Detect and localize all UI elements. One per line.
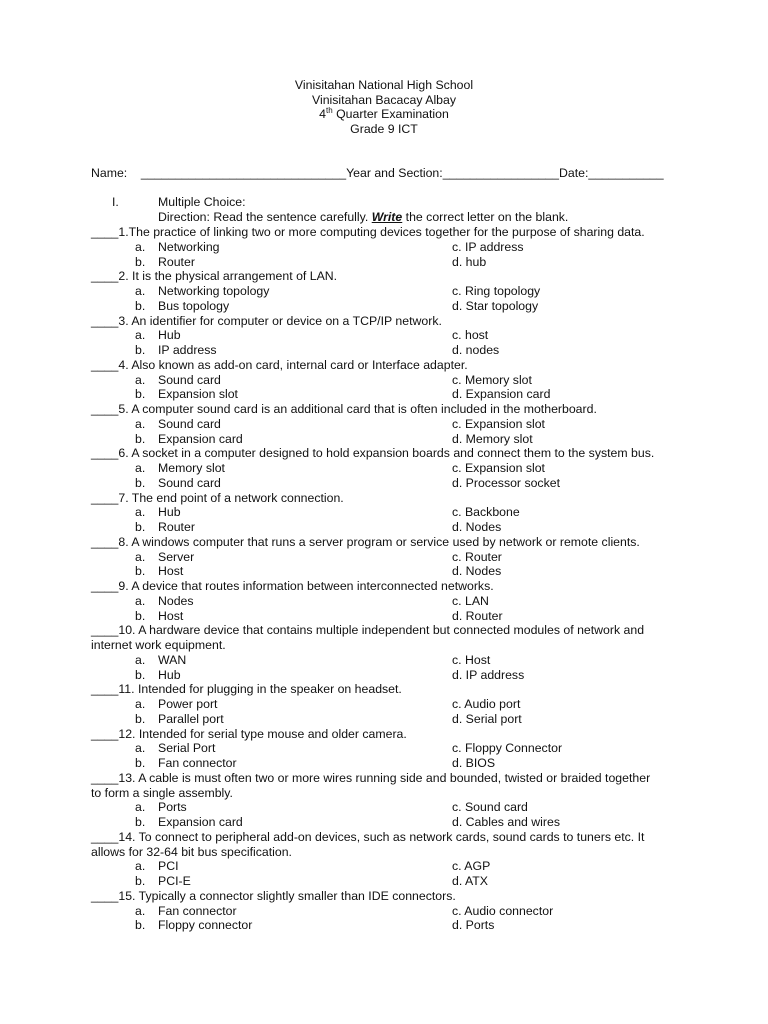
option-letter: b. [135,815,146,829]
options-row [91,904,681,919]
option-text: Host [158,608,184,623]
question-text: ____15. Typically a connector slightly smaller than IDE connectors. [91,888,456,903]
direction-text-start: Direction: Read the sentence carefully. [158,210,372,224]
option-text: PCI-E [158,874,191,888]
question-text: ____8. A windows computer that runs a server program or service used by network or remote clients. [91,534,640,549]
option-c: c. LAN [452,593,489,608]
option-c: c. Audio port [452,697,521,711]
option-text: Sound card [158,475,221,490]
exam-quarter-number: 4 [319,107,326,121]
option-d: d. Cables and wires [452,815,560,829]
option-letter: b. [135,564,146,579]
options-row [91,594,681,609]
option-d: d. Star topology [452,298,539,313]
option-b [135,815,243,830]
option-a [135,417,221,432]
options-row [91,918,681,933]
option-d: d. BIOS [452,756,496,770]
option-text: Server [158,549,195,564]
option-letter: a. [135,328,146,343]
option-b [135,343,217,358]
name-blank[interactable]: ______________________________ [140,166,347,180]
question-item [91,314,681,358]
option-text: Hub [158,328,181,343]
option-b [135,432,243,447]
question-text: ____11. Intended for plugging in the speaker on headset. [91,682,402,697]
option-text: Parallel port [158,711,224,726]
options-row [91,432,681,447]
options-row [91,741,681,756]
date-blank[interactable]: ___________ [588,166,664,180]
option-text: Bus topology [158,298,230,313]
exam-title-rest: Quarter Examination [332,107,449,121]
question-item [91,579,681,623]
option-text: Hub [158,505,181,520]
option-c: c. IP address [452,239,524,254]
option-text: Expansion card [158,815,243,829]
question-list [91,225,681,933]
option-a [135,373,221,388]
options-row [91,328,681,343]
question-text: ____4. Also known as add-on card, internal card or Interface adapter. [91,357,468,372]
option-text: Host [158,564,184,579]
option-b [135,299,229,314]
section-title: Multiple Choice: [158,195,246,209]
option-c: c. AGP [452,859,491,874]
option-d: d. hub [452,254,487,269]
option-letter: b. [135,431,146,446]
option-letter: a. [135,859,146,874]
option-d: d. ATX [452,874,488,888]
question-text: ____6. A socket in a computer designed to hold expansion boards and connect them to the system bus. [91,446,655,461]
option-letter: b. [135,520,146,534]
option-letter: b. [135,387,146,402]
option-b [135,387,238,402]
option-d: d. nodes [452,343,500,357]
options-row [91,284,681,299]
options-row [91,756,681,771]
option-text: Power port [158,697,218,711]
option-a [135,904,237,919]
option-a [135,505,181,520]
option-letter: a. [135,372,146,387]
question-text: ____2. It is the physical arrangement of LAN. [91,269,338,284]
name-label: Name: [91,166,128,180]
question-text: ____12. Intended for serial type mouse and older camera. [91,726,407,741]
direction-text-end: the correct letter on the blank. [402,210,569,224]
option-d: d. Expansion card [452,387,551,402]
option-d: d. IP address [452,667,525,682]
option-letter: b. [135,667,146,682]
question-item [91,535,681,579]
options-row [91,874,681,889]
option-b [135,609,183,624]
option-a [135,594,194,609]
options-row [91,712,681,727]
options-row [91,800,681,815]
option-d: d. Ports [452,918,495,933]
option-text: Expansion slot [158,387,238,402]
option-b [135,255,195,270]
option-letter: a. [135,903,146,918]
year-section-label: Year and Section: [346,166,443,180]
question-item [91,771,681,830]
option-a [135,697,217,712]
question-item [91,491,681,535]
options-row [91,476,681,491]
option-text: Fan connector [158,756,237,770]
option-letter: a. [135,593,146,608]
question-item [91,727,681,771]
option-d: d. Processor socket [452,475,560,490]
option-text: Floppy connector [158,918,253,933]
option-b [135,918,252,933]
option-text: Networking topology [158,284,270,298]
question-item [91,446,681,490]
option-letter: a. [135,800,146,815]
option-d: d. Nodes [452,520,502,534]
option-b [135,520,195,535]
option-c: c. Floppy Connector [452,741,563,756]
options-row [91,859,681,874]
option-letter: a. [135,505,146,520]
question-text: ____1.The practice of linking two or more computing devices together for the purpose of sharing data. [91,225,645,239]
option-a [135,461,225,476]
option-c: c. Expansion slot [452,416,545,431]
section-heading [112,195,245,210]
options-row [91,417,681,432]
question-item [91,269,681,313]
option-text: PCI [158,859,179,874]
option-text: Nodes [158,593,194,608]
option-a [135,550,194,565]
option-c: c. Host [452,652,491,667]
question-text: ____13. A cable is must often two or more wires running side and bounded, twisted or braided together [91,770,651,785]
options-row [91,520,681,535]
options-row [91,815,681,830]
option-a [135,240,220,255]
option-b [135,476,221,491]
options-row [91,461,681,476]
option-c: c. Memory slot [452,372,532,387]
option-b [135,756,237,771]
option-c: c. Audio connector [452,903,554,918]
question-text: ____10. A hardware device that contains multiple independent but connected modules of network and [91,623,645,638]
option-text: Router [158,520,195,534]
option-text: WAN [158,652,187,667]
question-item [91,889,681,933]
question-text: ____14. To connect to peripheral add-on devices, such as network cards, sound cards to tuners etc. It [91,829,645,844]
option-letter: a. [135,461,146,475]
option-letter: a. [135,697,146,711]
question-item [91,830,681,889]
option-d: d. Router [452,608,503,623]
option-a [135,653,186,668]
question-text-continued: allows for 32-64 bit bus specification. [91,844,292,859]
option-d: d. Serial port [452,711,522,726]
option-b [135,668,181,683]
option-b [135,874,191,889]
option-a [135,328,181,343]
option-c: c. Backbone [452,505,520,520]
option-text: Networking [158,239,220,254]
exam-title [0,107,768,122]
exam-header [0,78,768,136]
option-text: Memory slot [158,461,225,475]
options-row [91,373,681,388]
option-letter: a. [135,416,146,431]
option-a [135,859,179,874]
option-letter: b. [135,608,146,623]
option-text: Ports [158,800,187,815]
option-c: c. Router [452,549,502,564]
option-a [135,741,215,756]
option-b [135,712,224,727]
option-d: d. Memory slot [452,431,533,446]
grade-subject: Grade 9 ICT [350,121,418,136]
option-c: c. Expansion slot [452,461,545,475]
option-text: Serial Port [158,741,216,756]
options-row [91,505,681,520]
options-row [91,653,681,668]
options-row [91,343,681,358]
student-info-line [91,166,691,181]
section-direction [158,210,568,225]
question-item [91,623,681,682]
option-text: IP address [158,343,217,357]
option-letter: b. [135,874,146,888]
option-text: Router [158,254,195,269]
option-letter: b. [135,343,146,357]
options-row [91,240,681,255]
option-text: Fan connector [158,903,237,918]
question-item [91,682,681,726]
options-row [91,387,681,402]
option-c: c. Ring topology [452,284,541,298]
school-name: Vinisitahan National High School [294,78,474,92]
direction-emphasis: Write [371,210,403,224]
option-text: Expansion card [158,431,243,446]
option-letter: a. [135,741,146,756]
question-item [91,402,681,446]
options-row [91,550,681,565]
option-letter: a. [135,284,146,298]
options-row [91,255,681,270]
question-text: ____7. The end point of a network connection. [91,490,344,505]
option-a [135,284,269,299]
question-text-continued: to form a single assembly. [91,785,233,800]
option-d: d. Nodes [452,564,502,579]
question-text: ____9. A device that routes information between interconnected networks. [91,579,494,593]
option-c: c. Sound card [452,800,528,815]
option-letter: b. [135,298,146,313]
option-letter: b. [135,711,146,726]
section-number: I. [112,195,119,209]
option-letter: a. [135,652,146,667]
option-c: c. host [452,328,489,343]
option-text: Sound card [158,372,221,387]
year-section-blank[interactable]: _________________ [442,166,559,180]
question-text-continued: internet work equipment. [91,638,226,652]
option-a [135,800,187,815]
option-letter: b. [135,475,146,490]
option-letter: b. [135,756,146,770]
question-text: ____3. An identifier for computer or device on a TCP/IP network. [91,313,442,328]
option-letter: a. [135,549,146,564]
options-row [91,697,681,712]
exam-quarter-suffix: th [325,105,333,115]
option-b [135,564,183,579]
date-label: Date: [558,166,589,180]
option-text: Sound card [158,416,221,431]
options-row [91,299,681,314]
options-row [91,564,681,579]
question-text: ____5. A computer sound card is an additional card that is often included in the motherboard. [91,402,597,416]
option-letter: b. [135,254,146,269]
question-item [91,225,681,269]
option-letter: b. [135,918,146,933]
school-address: Vinisitahan Bacacay Albay [311,92,456,107]
options-row [91,609,681,624]
question-item [91,358,681,402]
option-text: Hub [158,667,181,682]
options-row [91,668,681,683]
option-letter: a. [135,239,146,254]
